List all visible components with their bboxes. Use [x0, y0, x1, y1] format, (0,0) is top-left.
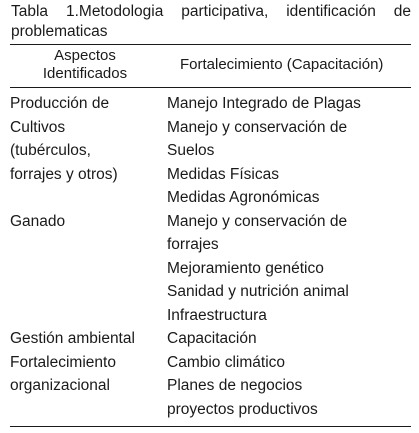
aspect-line: Gestión ambiental [10, 330, 135, 347]
list-item: forrajes [167, 236, 219, 253]
header-aspects: Aspectos Identificados [42, 47, 128, 82]
strengthening-list [160, 210, 411, 328]
list-item: Manejo y conservación de [167, 118, 348, 136]
table-row-livestock [10, 210, 411, 328]
table-row-crop-production [10, 92, 411, 210]
list-item: Medidas Agronómicas [167, 189, 320, 206]
aspect-line: Ganado [10, 212, 66, 230]
list-item: Capacitación [167, 330, 257, 347]
list-item: proyectos productivos [167, 400, 318, 418]
list-item: Suelos [167, 142, 215, 159]
table-caption: Tabla 1.Metodologia participativa, identificación de problematicas [11, 3, 411, 40]
list-item: Infraestructura [167, 306, 267, 324]
header-strengthening: Fortalecimiento (Capacitación) [180, 56, 384, 73]
table-body [10, 92, 411, 421]
list-item: Cambio climático [167, 353, 286, 371]
aspect-line: forrajes y otros) [10, 165, 118, 183]
table-row-environmental-management [10, 327, 411, 421]
aspect-cell [10, 210, 160, 234]
table-header-rule [10, 87, 411, 88]
aspect-line: Fortalecimiento [10, 353, 116, 371]
aspect-cell [10, 327, 160, 398]
strengthening-list [160, 92, 411, 210]
aspect-line: organizacional [10, 377, 110, 394]
list-item: Medidas Físicas [167, 165, 279, 183]
table-bottom-rule [10, 426, 411, 427]
list-item: Manejo Integrado de Plagas [167, 95, 361, 112]
list-item: Sanidad y nutrición animal [167, 283, 349, 300]
list-item: Mejoramiento genético [167, 259, 324, 277]
list-item: Manejo y conservación de [167, 212, 348, 230]
strengthening-list [160, 327, 411, 421]
aspect-cell [10, 92, 160, 186]
aspect-line: (tubérculos, [10, 142, 91, 159]
list-item: Planes de negocios [167, 377, 303, 394]
aspect-line: Cultivos [10, 118, 66, 136]
table-header-row [10, 45, 411, 85]
aspect-line: Producción de [10, 95, 110, 112]
